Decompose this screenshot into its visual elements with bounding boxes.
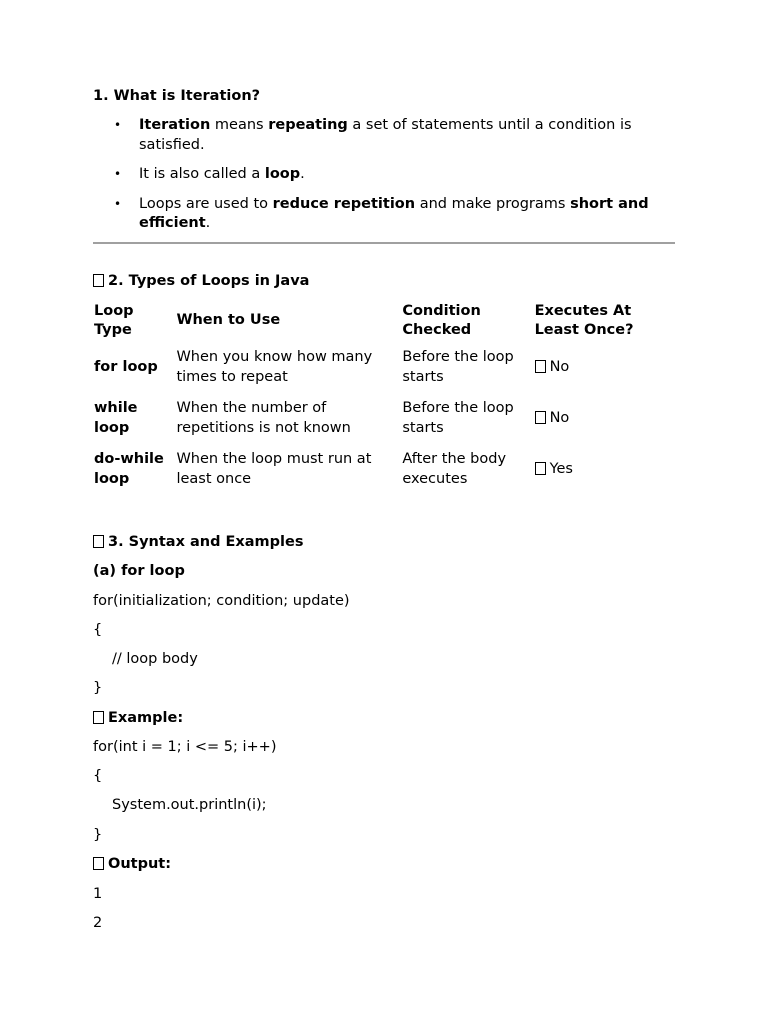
example-line: System.out.println(i); — [112, 797, 267, 813]
iteration-bullet-list — [93, 116, 675, 244]
missing-glyph-icon — [93, 711, 104, 724]
table-cell: Before the loop starts — [402, 349, 514, 385]
syntax-line: { — [93, 622, 103, 638]
syntax-line: // loop body — [112, 651, 198, 667]
table-cell: When the number of repetitions is not known — [176, 400, 351, 436]
missing-glyph-icon — [535, 411, 546, 424]
text: a set of statements until a condition is satisfied. — [139, 117, 632, 153]
example-line: { — [93, 768, 103, 784]
cell-text: Yes — [549, 460, 573, 477]
bold-text: Iteration — [139, 117, 211, 133]
bullet-icon: • — [114, 118, 122, 132]
missing-glyph-icon — [535, 462, 546, 475]
table-cell: for loop — [94, 358, 158, 375]
table-cell: When the loop must run at least once — [176, 451, 372, 487]
section-1-heading: 1. What is Iteration? — [93, 88, 261, 104]
subsection-heading: (a) for loop — [93, 563, 185, 579]
bullet-icon: • — [114, 167, 122, 181]
horizontal-divider — [93, 242, 675, 244]
output-line: 2 — [93, 915, 103, 931]
list-item — [93, 165, 675, 185]
column-header: Condition Checked — [402, 302, 481, 338]
table-row — [93, 444, 648, 495]
example-label — [93, 709, 183, 728]
text: It is also called a — [139, 166, 265, 182]
text: and make programs — [415, 195, 571, 212]
text: . — [300, 166, 305, 182]
table-cell — [534, 393, 648, 444]
text: means — [210, 117, 269, 133]
bold-text: repeating — [268, 117, 348, 133]
missing-glyph-icon — [93, 535, 104, 548]
missing-glyph-icon — [93, 857, 104, 870]
cell-text: No — [549, 409, 570, 426]
list-item — [93, 195, 675, 234]
syntax-line: for(initialization; condition; update) — [93, 593, 350, 609]
section-3-heading — [93, 533, 303, 552]
label-text: Output: — [108, 856, 172, 872]
heading-text: 3. Syntax and Examples — [108, 534, 304, 550]
loop-types-table — [93, 300, 648, 495]
heading-text: 2. Types of Loops in Java — [108, 273, 310, 289]
bullet-icon: • — [114, 196, 122, 211]
table-cell: while loop — [94, 400, 138, 436]
example-line: } — [93, 827, 103, 843]
cell-text: No — [549, 358, 570, 375]
column-header: Executes At Least Once? — [534, 302, 634, 338]
missing-glyph-icon — [93, 274, 104, 287]
table-cell: do-while loop — [94, 451, 164, 487]
table-cell: When you know how many times to repeat — [176, 349, 373, 385]
text: Loops are used to — [139, 195, 273, 212]
label-text: Example: — [108, 710, 184, 726]
section-2-heading — [93, 272, 309, 291]
list-item — [93, 116, 675, 155]
table-cell — [534, 342, 648, 393]
table-cell: Before the loop starts — [402, 400, 514, 436]
bold-text: loop — [264, 166, 301, 182]
missing-glyph-icon — [535, 360, 546, 373]
table-header-row — [93, 300, 648, 342]
table-cell — [534, 444, 648, 495]
bold-text: short and efficient — [139, 195, 649, 231]
bold-text: reduce repetition — [272, 195, 416, 212]
output-line: 1 — [93, 886, 103, 902]
syntax-line: } — [93, 680, 103, 696]
example-line: for(int i = 1; i <= 5; i++) — [93, 739, 277, 755]
table-row — [93, 342, 648, 393]
column-header: Loop Type — [94, 302, 134, 338]
text: . — [205, 215, 211, 231]
table-row — [93, 393, 648, 444]
table-cell: After the body executes — [402, 451, 507, 487]
column-header: When to Use — [176, 312, 281, 329]
output-label — [93, 855, 171, 874]
